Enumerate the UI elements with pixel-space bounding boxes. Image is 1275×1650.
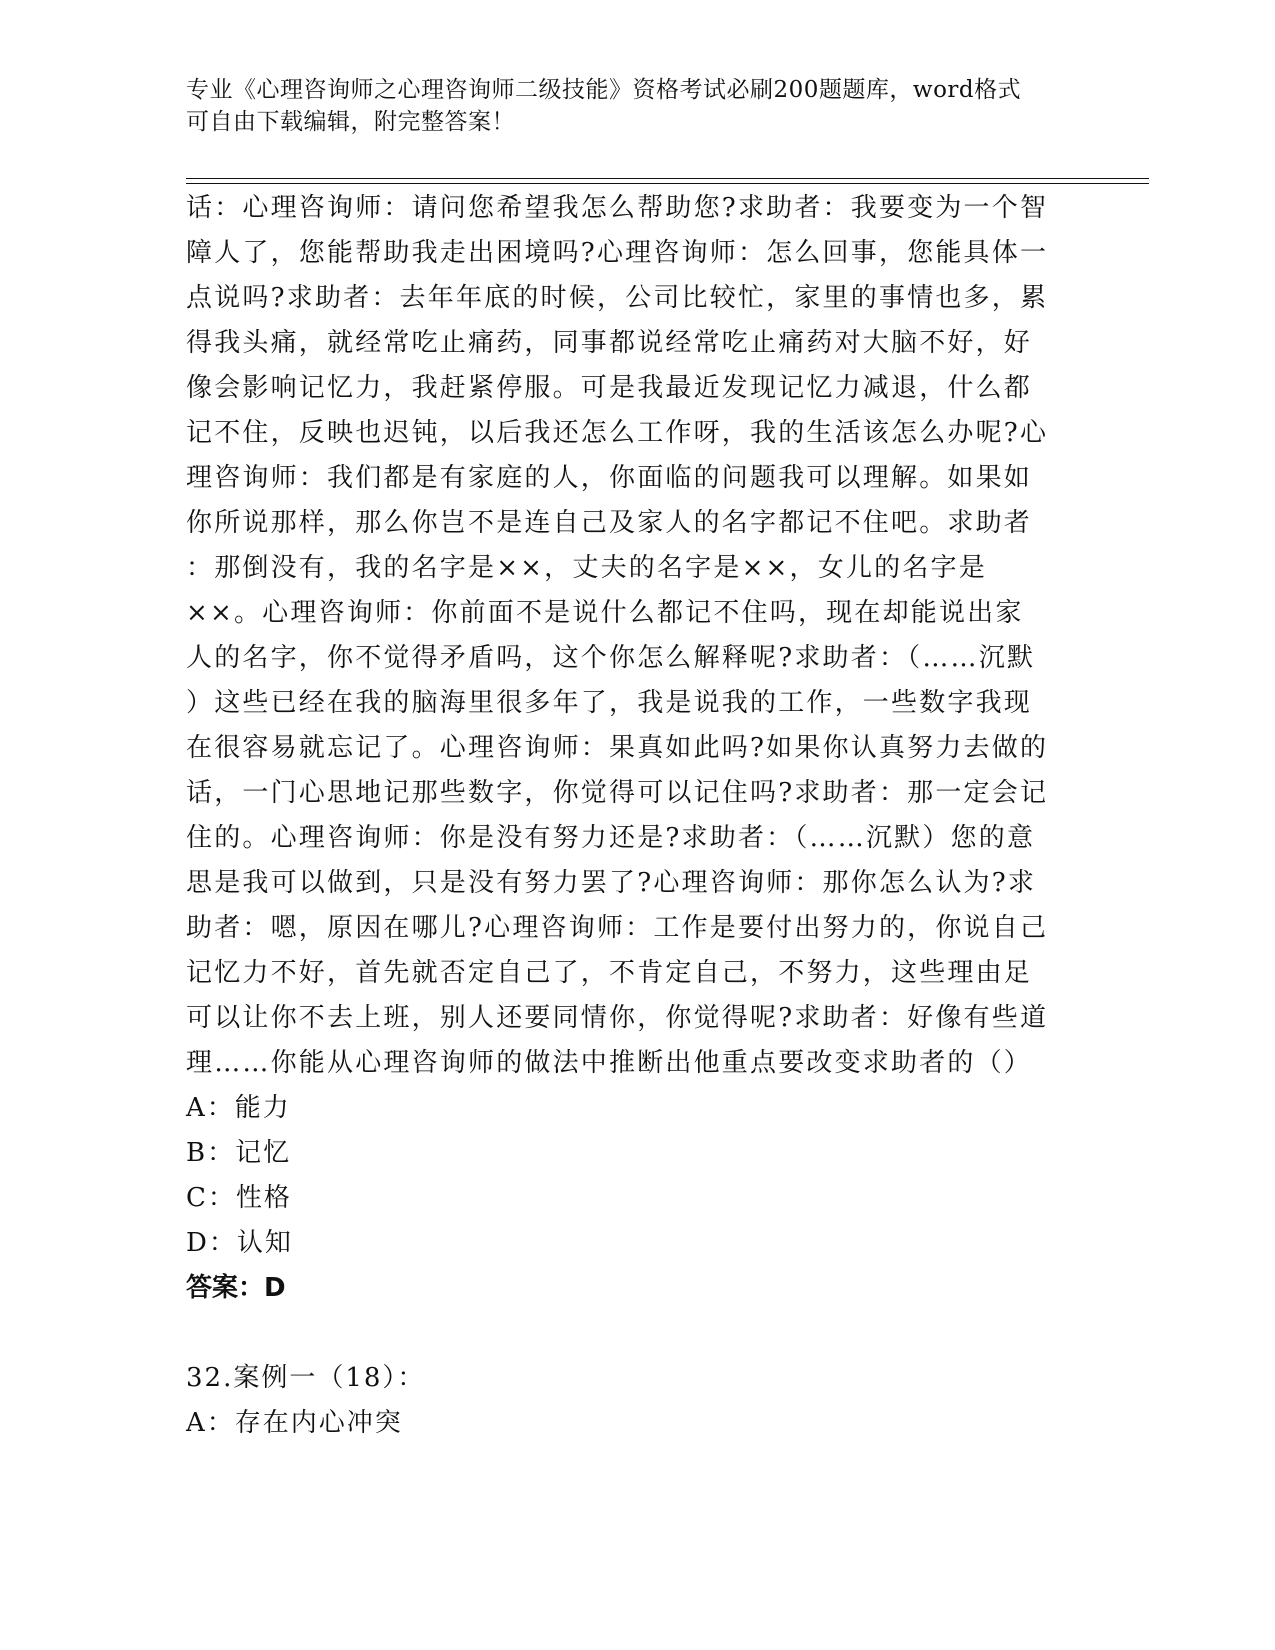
question-line: 助者：嗯，原因在哪儿?心理咨询师：工作是要付出努力的，你说自己 — [186, 913, 1049, 943]
question-line: 点说吗?求助者：去年年底的时候，公司比较忙，家里的事情也多，累 — [186, 283, 1049, 313]
question-line: 记不住，反映也迟钝，以后我还怎么工作呀，我的生活该怎么办呢?心 — [186, 418, 1049, 448]
header-title-line-2: 可自由下载编辑，附完整答案！ — [186, 109, 515, 135]
question-line: 障人了，您能帮助我走出困境吗?心理咨询师：怎么回事，您能具体一 — [186, 238, 1049, 268]
question-text — [186, 186, 1066, 1086]
question-line: 记忆力不好，首先就否定自己了，不肯定自己，不努力，这些理由足 — [186, 958, 1033, 988]
document-body — [186, 186, 1066, 1446]
question-line: 在很容易就忘记了。心理咨询师：果真如此吗?如果你认真努力去做的 — [186, 733, 1049, 763]
section-spacer — [186, 1311, 1066, 1356]
option-a: A：能力 — [186, 1093, 291, 1123]
header-divider-bottom — [186, 183, 1149, 184]
question-line: 住的。心理咨询师：你是没有努力还是?求助者：（……沉默）您的意 — [186, 823, 1036, 853]
option-b: B：记忆 — [186, 1138, 292, 1168]
question-line: 人的名字，你不觉得矛盾吗，这个你怎么解释呢?求助者：（……沉默 — [186, 643, 1036, 673]
question-line: ：那倒没有，我的名字是××，丈夫的名字是××，女儿的名字是 — [186, 553, 987, 583]
next-question-title: 32.案例一（18）： — [186, 1363, 426, 1393]
question-line: 理……你能从心理咨询师的做法中推断出他重点要改变求助者的（） — [186, 1048, 1033, 1078]
question-line: 话，一门心思地记那些数字，你觉得可以记住吗?求助者：那一定会记 — [186, 778, 1049, 808]
question-line: 话：心理咨询师：请问您希望我怎么帮助您?求助者：我要变为一个智 — [186, 193, 1049, 223]
header-title-line-1: 专业《心理咨询师之心理咨询师二级技能》资格考试必刷200题题库，word格式 — [186, 77, 1022, 103]
question-line: 得我头痛，就经常吃止痛药，同事都说经常吃止痛药对大脑不好，好 — [186, 328, 1033, 358]
next-question-option-a: A：存在内心冲突 — [186, 1408, 403, 1438]
answer-key: 答案：D — [186, 1273, 286, 1303]
question-line: ）这些已经在我的脑海里很多年了，我是说我的工作，一些数字我现 — [186, 688, 1033, 718]
question-line: 理咨询师：我们都是有家庭的人，你面临的问题我可以理解。如果如 — [186, 463, 1033, 493]
option-d: D：认知 — [186, 1228, 293, 1258]
answer-options — [186, 1086, 1066, 1266]
header-divider-top — [186, 178, 1149, 179]
document-header — [186, 74, 1066, 138]
option-c: C：性格 — [186, 1183, 292, 1213]
question-line: 可以让你不去上班，别人还要同情你，你觉得呢?求助者：好像有些道 — [186, 1003, 1049, 1033]
question-line: ××。心理咨询师：你前面不是说什么都记不住吗，现在却能说出家 — [186, 598, 1024, 628]
question-line: 思是我可以做到，只是没有努力罢了?心理咨询师：那你怎么认为?求 — [186, 868, 1037, 898]
question-line: 像会影响记忆力，我赶紧停服。可是我最近发现记忆力减退，什么都 — [186, 373, 1033, 403]
question-line: 你所说那样，那么你岂不是连自己及家人的名字都记不住吧。求助者 — [186, 508, 1033, 538]
